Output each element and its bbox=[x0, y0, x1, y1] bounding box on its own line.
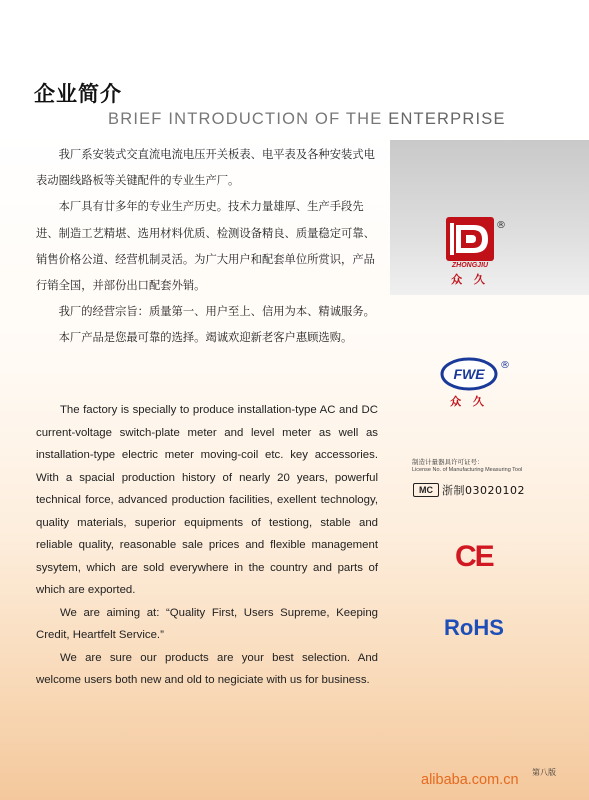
en-paragraph: The factory is specially to produce installation-type AC and DC current-voltage switch-plate meter and level meter as well as installation-type electric meter moving-coil etc. key accessories. With a spacial production history of nearly 20 years, powerful technical force, advanced production facilities, exellent technology, quality materials, superior equipments of testiong, stable and reliable quality, reasonable sale prices and flexible management sysytem, which are sold everywhere in the country and parts of which are exported. bbox=[36, 404, 378, 596]
zhongjiu-logo bbox=[440, 215, 500, 285]
cn-paragraph: 我厂系安装式交直流电流电压开关板表、电平表及各种安装式电表动圈线路板等关键配件的专业生产厂。 bbox=[36, 148, 375, 188]
fwe-brand-cn: 众 久 bbox=[450, 395, 488, 408]
zhongjiu-brand-en: ZHONGJIU bbox=[451, 262, 489, 269]
cn-paragraph: 我厂的经营宗旨：质量第一、用户至上、信用为本、精诚服务。 bbox=[58, 305, 375, 319]
rohs-mark-icon: RoHS bbox=[444, 615, 504, 640]
page-number: 第八版 bbox=[532, 768, 556, 777]
license-label bbox=[412, 458, 582, 474]
watermark: alibaba.com.cn bbox=[421, 772, 519, 788]
zhongjiu-emblem-icon bbox=[440, 215, 500, 263]
english-intro bbox=[36, 399, 378, 692]
registered-mark-icon: ® bbox=[500, 360, 510, 371]
page-title: 企业简介 bbox=[34, 82, 122, 106]
ce-mark-icon: CE bbox=[455, 540, 493, 573]
en-paragraph: We are sure our products are your best selection. And welcome users both new and old to negiciate with us for business. bbox=[36, 651, 378, 686]
license-number-row bbox=[413, 482, 525, 498]
mc-badge-icon: MC bbox=[413, 483, 439, 497]
page-subtitle bbox=[108, 110, 506, 129]
subtitle-head: BRIEF INTRODUCTION OF THE bbox=[108, 110, 383, 128]
fwe-text: FWE bbox=[453, 366, 485, 382]
cn-paragraph: 本厂产品是您最可靠的选择。竭诚欢迎新老客户惠顾选购。 bbox=[58, 331, 353, 345]
cn-paragraph: 本厂具有廿多年的专业生产历史。技术力量雄厚、生产手段先进、制造工艺精堪、选用材料优质、检测设备精良、质量稳定可靠、销售价格公道、经营机制灵活。为广大用户和配套单位所赏识，产品行销全国，并部份出口配套外销。 bbox=[36, 200, 375, 293]
license-label-cn: 制造计量器具许可证号： bbox=[412, 458, 484, 466]
license-label-en: License No. of Manufacturing Measuring Tool bbox=[412, 467, 523, 473]
chinese-intro bbox=[36, 142, 378, 352]
license-number: 浙制03020102 bbox=[442, 484, 525, 497]
subtitle-tail: ENTERPRISE bbox=[382, 110, 506, 128]
zhongjiu-brand-cn: 众 久 bbox=[451, 273, 489, 286]
fwe-oval-icon bbox=[440, 357, 498, 391]
registered-mark-icon: ® bbox=[496, 220, 506, 231]
en-paragraph: We are aiming at: “Quality First, Users Supreme, Keeping Credit, Heartfelt Service.” bbox=[36, 606, 378, 641]
